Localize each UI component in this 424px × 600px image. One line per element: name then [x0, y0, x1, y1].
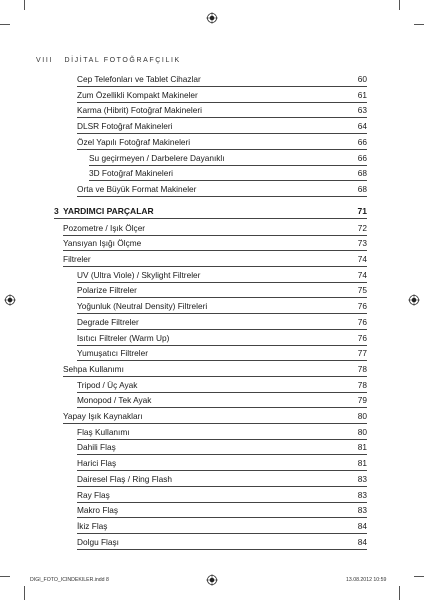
toc-entry	[0, 103, 424, 118]
toc-entry-rule	[77, 549, 367, 550]
crop-mark	[414, 576, 424, 577]
toc-entry-page: 75	[357, 285, 367, 296]
toc-entry	[0, 166, 424, 181]
toc-entry-page: 64	[357, 121, 367, 132]
toc-entry-page: 80	[357, 411, 367, 421]
toc-entry-title: Cep Telefonları ve Tablet Cihazlar	[77, 74, 201, 84]
toc-entry-title: Tripod / Üç Ayak	[77, 379, 138, 390]
toc-entry-title: Sehpa Kullanımı	[63, 363, 124, 374]
toc-entry-rule	[77, 196, 367, 197]
toc-entry-page: 68	[357, 168, 367, 179]
toc-entry-page: 83	[357, 489, 367, 500]
crop-mark	[399, 586, 400, 600]
crop-mark	[0, 576, 10, 577]
crop-mark	[0, 24, 10, 25]
toc-entry	[0, 440, 424, 455]
toc-entry-title: Orta ve Büyük Format Makineler	[77, 183, 197, 194]
toc-entry-title: Pozometre / Işık Ölçer	[63, 222, 146, 233]
toc-entry-title: Zum Özellikli Kompakt Makineler	[77, 89, 198, 100]
toc-entry	[0, 88, 424, 103]
toc-entry-title: Su geçirmeyen / Darbelere Dayanıklı	[89, 152, 225, 163]
toc-entry-page: 73	[357, 238, 367, 249]
toc-entry-title: Dahili Flaş	[77, 442, 116, 453]
toc-entry-title: Ray Flaş	[77, 489, 110, 500]
toc-entry-title: Isıtıcı Filtreler (Warm Up)	[77, 332, 170, 343]
toc-entry	[0, 425, 424, 440]
toc-entry-page: 83	[357, 505, 367, 516]
toc-entry	[0, 252, 424, 267]
toc-entry-page: 81	[357, 442, 367, 453]
toc-entry-title: Yansıyan Işığı Ölçme	[63, 238, 142, 249]
toc-entry-page: 60	[357, 74, 367, 84]
toc-entry-page: 80	[357, 426, 367, 437]
toc-entry-title: Yumuşatıcı Filtreler	[77, 348, 149, 359]
toc-entry-page: 81	[357, 458, 367, 469]
crop-mark	[24, 0, 25, 10]
toc-entry-title: Monopod / Tek Ayak	[77, 395, 152, 406]
toc-entry-page: 84	[357, 536, 367, 547]
toc-entry-title: Flaş Kullanımı	[77, 426, 130, 437]
toc-entry	[0, 268, 424, 283]
toc-entry	[0, 151, 424, 166]
toc-entry-title: Makro Flaş	[77, 505, 119, 516]
toc-entry-title: Dairesel Flaş / Ring Flash	[77, 473, 172, 484]
toc-entry	[0, 299, 424, 314]
toc-entry-title: Karma (Hibrit) Fotoğraf Makineleri	[77, 105, 202, 116]
toc-entry-page: 76	[357, 316, 367, 327]
toc-entry-title: Degrade Filtreler	[77, 316, 139, 327]
toc-entry	[0, 535, 424, 550]
toc-entry-title: DLSR Fotoğraf Makineleri	[77, 121, 173, 132]
toc-entry-page: 76	[357, 332, 367, 343]
toc-entry-title: Filtreler	[63, 254, 91, 264]
toc-entry	[0, 503, 424, 518]
toc-entry-title: Yoğunluk (Neutral Density) Filtreleri	[77, 301, 208, 312]
chapter-number: 3	[54, 205, 59, 216]
toc-entry-page: 66	[357, 152, 367, 163]
toc-entry	[0, 119, 424, 134]
crop-mark	[414, 24, 424, 25]
registration-mark-icon	[206, 12, 218, 24]
slug-date-time: 13.08.2012 10:59	[346, 577, 387, 583]
toc-entry	[0, 221, 424, 236]
toc-entry	[0, 236, 424, 251]
toc-entry	[0, 378, 424, 393]
toc-entry-title: Dolgu Flaşı	[77, 536, 119, 547]
toc-entry-title: Yapay Işık Kaynakları	[63, 411, 143, 421]
toc-entry-title: Harici Flaş	[77, 458, 117, 469]
toc-entry-page: 74	[357, 254, 367, 264]
toc-entry-page: 74	[357, 269, 367, 280]
toc-entry	[0, 315, 424, 330]
toc-entry	[0, 409, 424, 424]
toc-entry-title: Özel Yapılı Fotoğraf Makineleri	[77, 136, 191, 147]
toc-entry-page: 77	[357, 348, 367, 359]
crop-mark	[399, 0, 400, 10]
toc-entry-page: 72	[357, 222, 367, 233]
toc-entry-page: 63	[357, 105, 367, 116]
toc-chapter-heading	[0, 204, 424, 219]
running-head	[36, 57, 181, 64]
toc-entry	[0, 362, 424, 377]
toc-entry	[0, 519, 424, 534]
toc-entry-page: 78	[357, 363, 367, 374]
toc-entry	[0, 346, 424, 361]
toc-entry	[0, 72, 424, 87]
toc-entry-page: 79	[357, 395, 367, 406]
toc-entry	[0, 331, 424, 346]
toc-entry-title: 3D Fotoğraf Makineleri	[89, 168, 173, 179]
toc-entry	[0, 283, 424, 298]
toc-entry	[0, 135, 424, 150]
toc-entry-title: İkiz Flaş	[77, 520, 108, 531]
book-title: DİJİTAL FOTOĞRAFÇILIK	[64, 57, 181, 64]
toc-entry-page: 83	[357, 473, 367, 484]
toc-entry-title: UV (Ultra Viole) / Skylight Filtreler	[77, 269, 201, 280]
toc-entry	[0, 456, 424, 471]
toc-entry-page: 66	[357, 136, 367, 147]
toc-entry	[0, 393, 424, 408]
toc-entry-page: 84	[357, 520, 367, 531]
toc-entry	[0, 488, 424, 503]
toc-entry-page: 68	[357, 183, 367, 194]
toc-entry-page: 61	[357, 89, 367, 100]
toc-entry	[0, 182, 424, 197]
toc-entry-title: YARDIMCI PARÇALAR	[63, 205, 154, 216]
slug-file-name: DIGI_FOTO_ICINDEKILER.indd 8	[30, 577, 109, 583]
toc-entry-title: Polarize Filtreler	[77, 285, 137, 296]
toc-entry-rule	[54, 218, 367, 219]
crop-mark	[24, 586, 25, 600]
toc-entry-page: 71	[357, 205, 367, 216]
toc-entry-page: 78	[357, 379, 367, 390]
page-folio: VIII	[36, 57, 53, 64]
toc-entry-page: 76	[357, 301, 367, 312]
registration-mark-icon	[206, 574, 218, 586]
toc-entry	[0, 472, 424, 487]
